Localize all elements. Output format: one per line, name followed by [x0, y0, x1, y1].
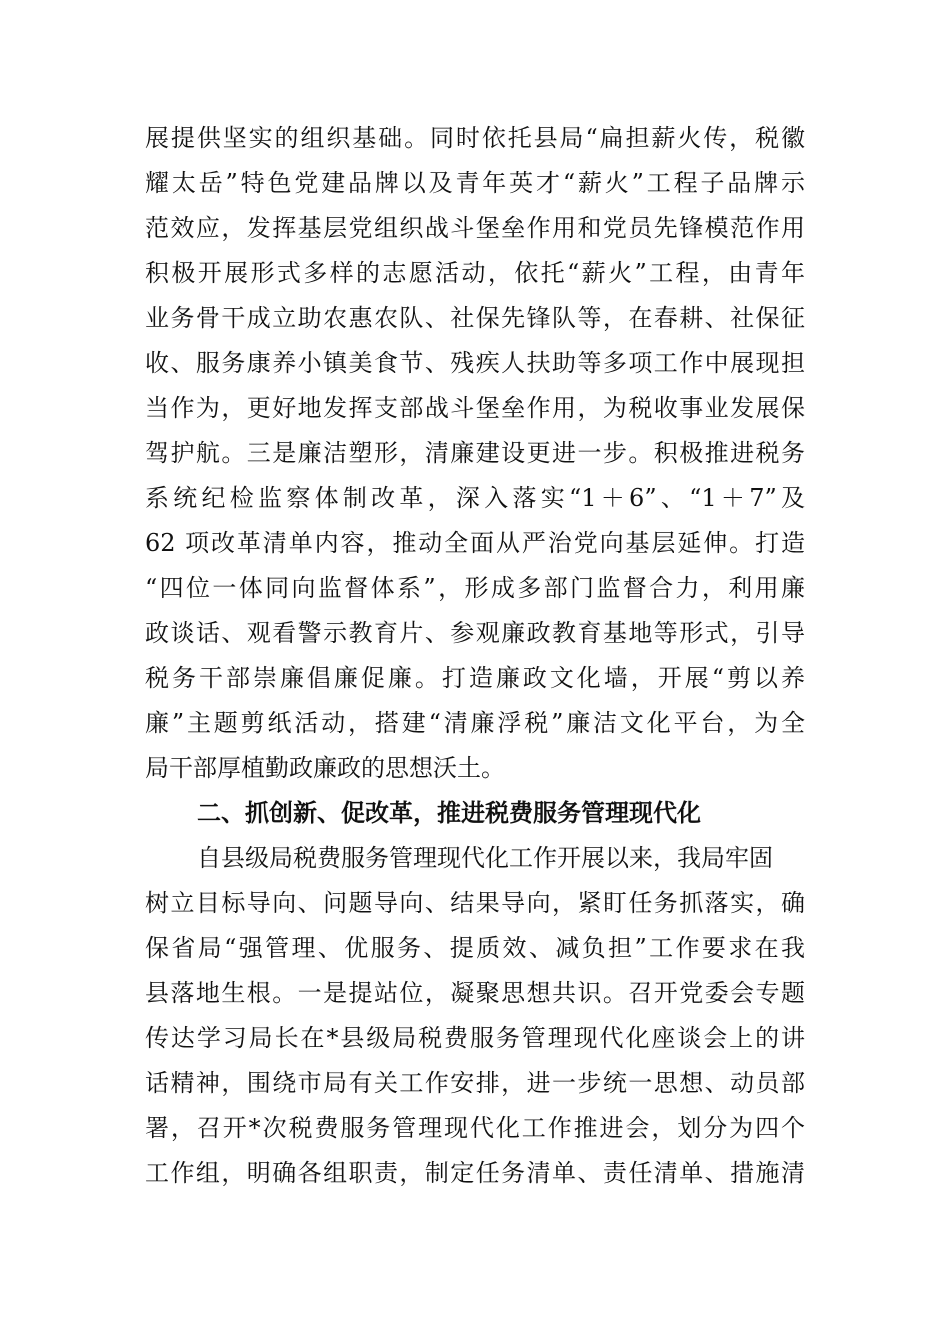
text-line: 耀太岳”特色党建品牌以及青年英才“薪火”工程子品牌示 — [145, 169, 805, 197]
text-line: 局干部厚植勤政廉政的思想沃土。 — [145, 754, 505, 782]
text-line: 自县级局税费服务管理现代化工作开展以来，我局牢固 — [197, 844, 773, 872]
text-line: 话精神，围绕市局有关工作安排，进一步统一思想、动员部 — [145, 1069, 805, 1097]
text-line: 范效应，发挥基层党组织战斗堡垒作用和党员先锋模范作用 — [145, 214, 805, 242]
text-line: 税务干部崇廉倡廉促廉。打造廉政文化墙，开展“剪以养 — [145, 664, 805, 692]
text-line: 传达学习局长在*县级局税费服务管理现代化座谈会上的讲 — [145, 1024, 805, 1052]
text-line: 收、服务康养小镇美食节、残疾人扶助等多项工作中展现担 — [145, 349, 805, 377]
section-heading: 二、抓创新、促改革，推进税费服务管理现代化 — [197, 799, 701, 827]
text-line: 展提供坚实的组织基础。同时依托县局“扁担薪火传，税徽 — [145, 124, 805, 152]
text-line: “四位一体同向监督体系”，形成多部门监督合力，利用廉 — [145, 574, 805, 602]
text-line: 政谈话、观看警示教育片、参观廉政教育基地等形式，引导 — [145, 619, 805, 647]
text-line: 树立目标导向、问题导向、结果导向，紧盯任务抓落实，确 — [145, 889, 805, 917]
text-line: 县落地生根。一是提站位，凝聚思想共识。召开党委会专题 — [145, 979, 805, 1007]
text-line: 署，召开*次税费服务管理现代化工作推进会，划分为四个 — [145, 1114, 805, 1142]
document-body — [145, 116, 805, 1196]
text-line: 驾护航。三是廉洁塑形，清廉建设更进一步。积极推进税务 — [145, 439, 805, 467]
text-line: 62 项改革清单内容，推动全面从严治党向基层延伸。打造 — [145, 529, 805, 557]
text-line: 工作组，明确各组职责，制定任务清单、责任清单、措施清 — [145, 1159, 805, 1187]
text-line: 保省局“强管理、优服务、提质效、减负担”工作要求在我 — [145, 934, 805, 962]
text-line: 廉”主题剪纸活动，搭建“清廉浮税”廉洁文化平台，为全 — [145, 709, 805, 737]
text-line: 积极开展形式多样的志愿活动，依托“薪火”工程，由青年 — [145, 259, 805, 287]
text-line: 当作为，更好地发挥支部战斗堡垒作用，为税收事业发展保 — [145, 394, 805, 422]
text-line: 业务骨干成立助农惠农队、社保先锋队等，在春耕、社保征 — [145, 304, 805, 332]
text-line: 系统纪检监察体制改革，深入落实“1＋6”、“1＋7”及 — [145, 484, 805, 512]
